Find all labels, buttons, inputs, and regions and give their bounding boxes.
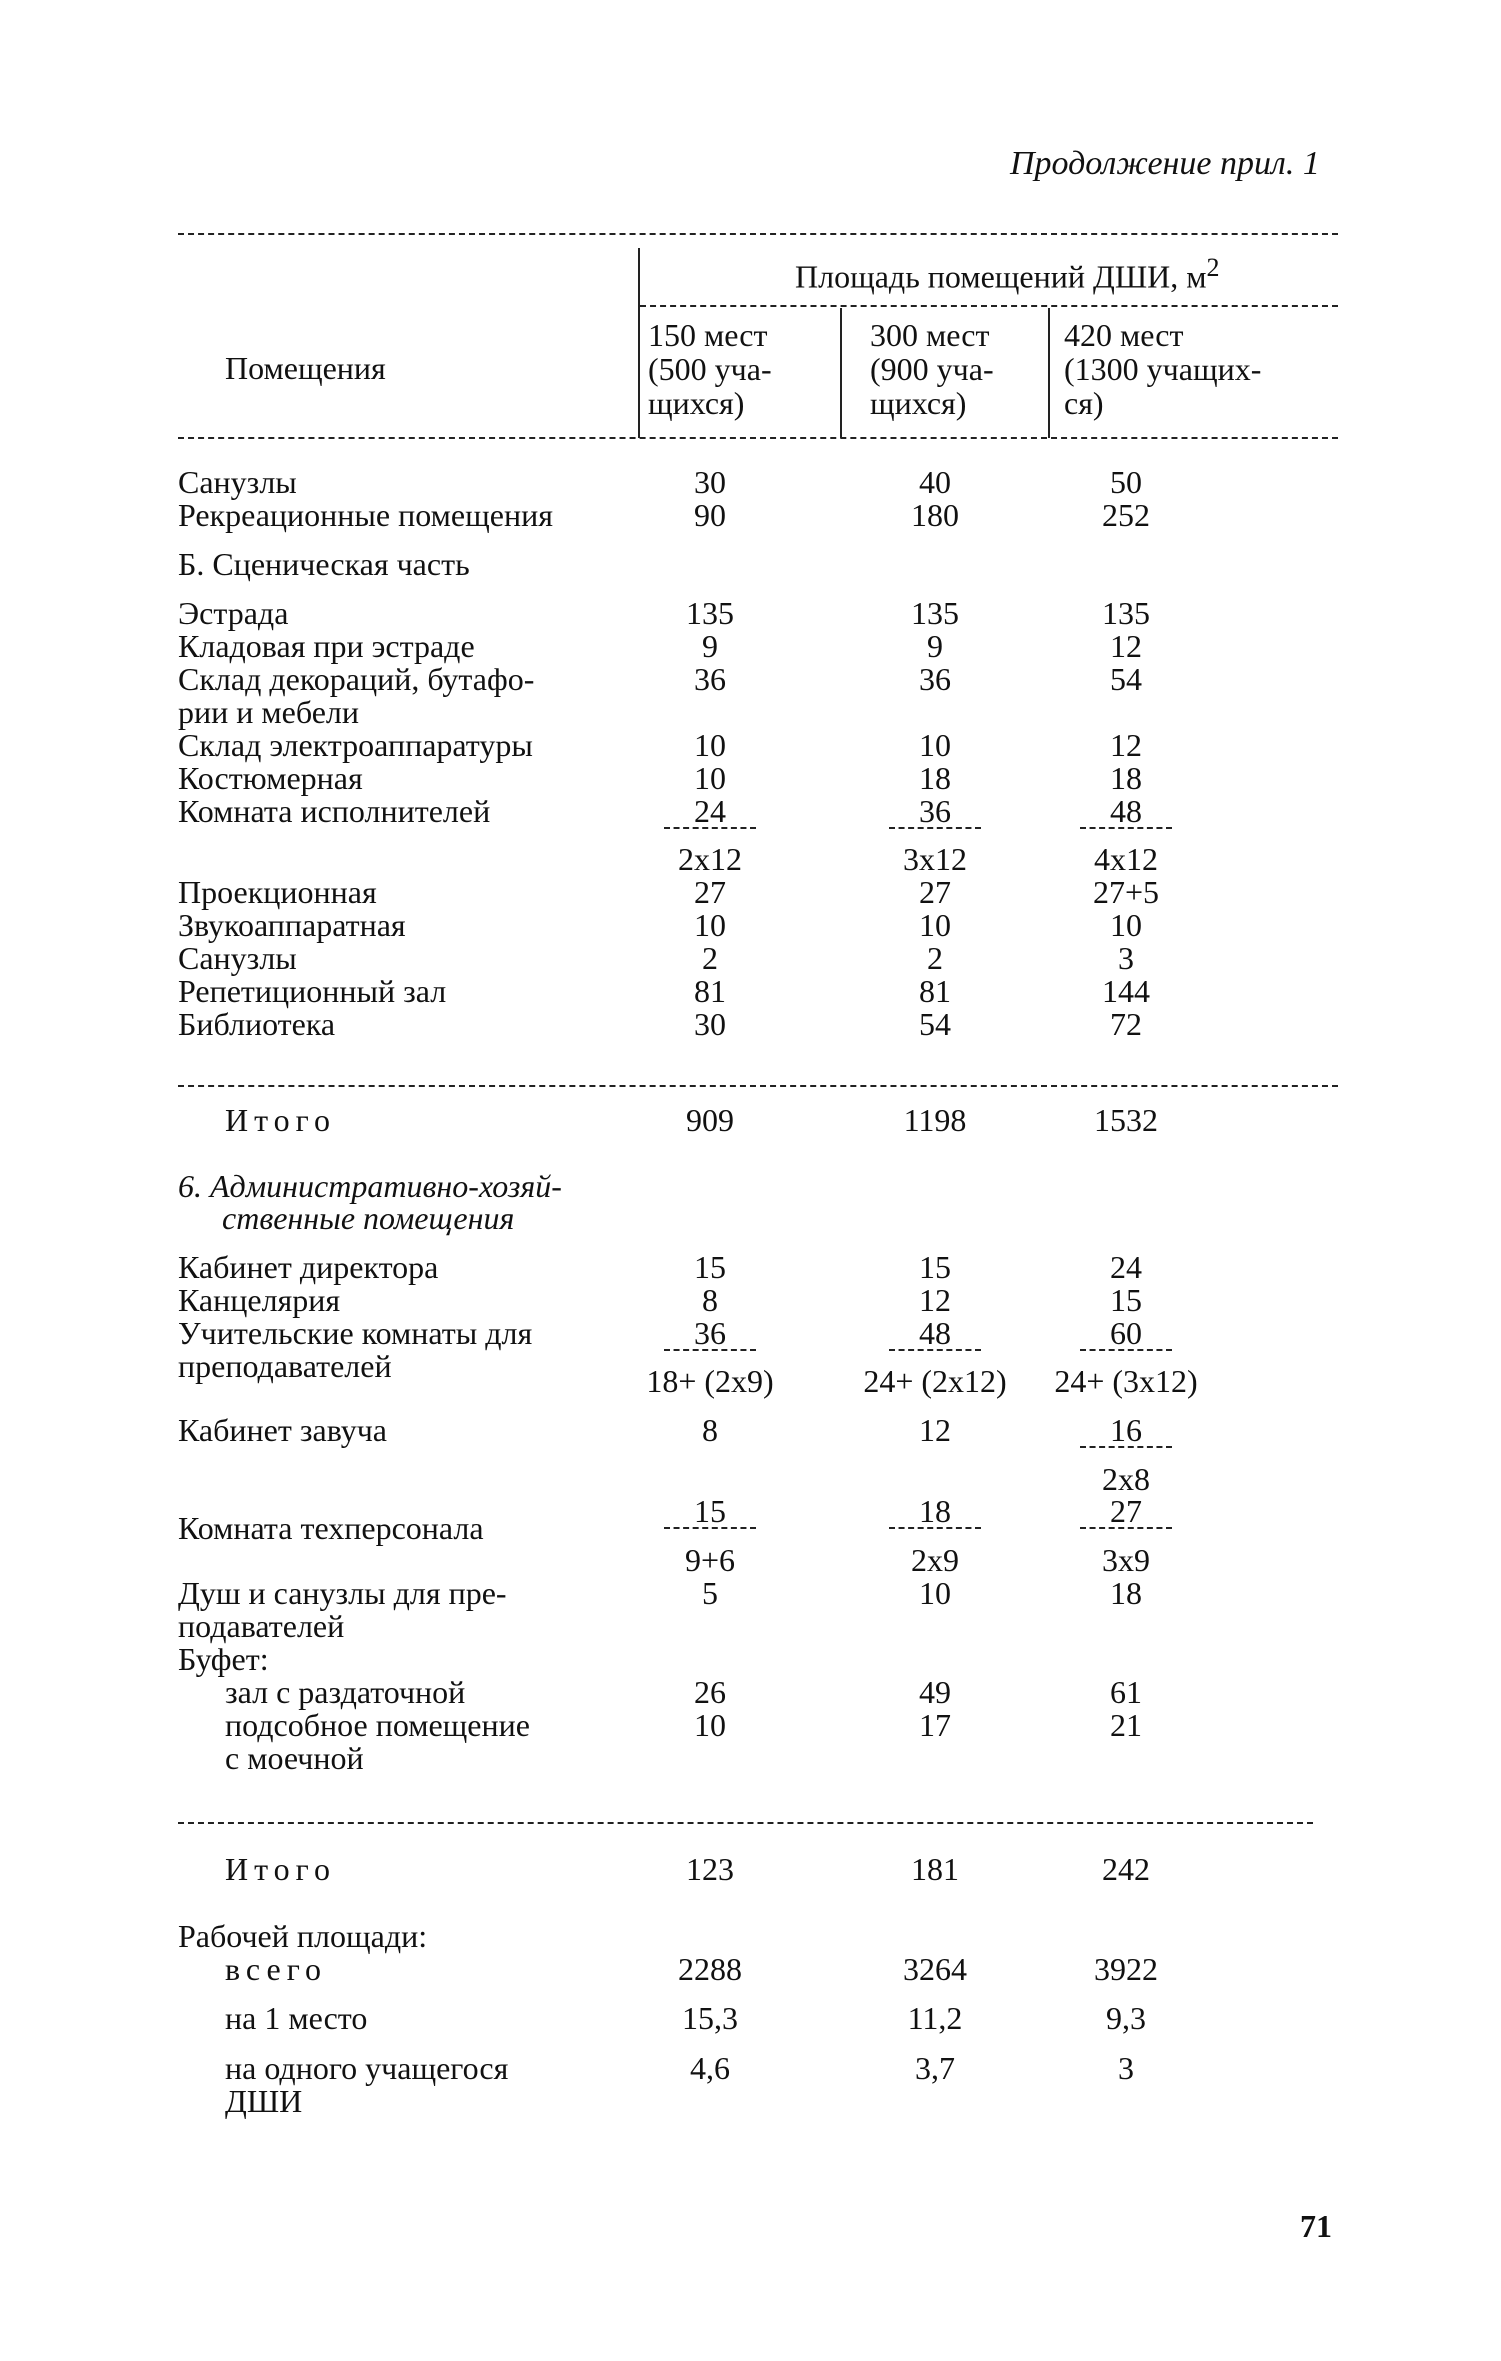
rule-total2 — [178, 1822, 1313, 1824]
col-divider-3 — [1048, 308, 1050, 438]
work-area-label: Рабочей площади: — [178, 1918, 428, 1954]
header-col-150: 150 мест (500 уча- щихся) — [648, 317, 772, 421]
header-col-300: 300 мест (900 уча- щихся) — [870, 317, 994, 421]
header-rooms: Помещения — [225, 350, 386, 386]
rule-subheader — [640, 305, 1338, 307]
rule-header-bottom — [178, 437, 1338, 439]
page-number: 71 — [1300, 2208, 1332, 2244]
section-6-title: 6. Административно-хозяй- ственные помещения — [178, 1168, 562, 1236]
rule-total1 — [178, 1085, 1338, 1087]
section-b-title: Б. Сценическая часть — [178, 546, 470, 582]
buffet-label: Буфет: — [178, 1641, 269, 1677]
col-divider-2 — [840, 308, 842, 438]
header-area: Площадь помещений ДШИ, $м^2$ — [795, 253, 1220, 295]
header-col-420: 420 мест (1300 учащих- ся) — [1064, 317, 1262, 421]
running-header: Продолжение прил. 1 — [1010, 145, 1320, 182]
rule-top — [178, 233, 1338, 235]
col-divider-1 — [638, 248, 640, 438]
